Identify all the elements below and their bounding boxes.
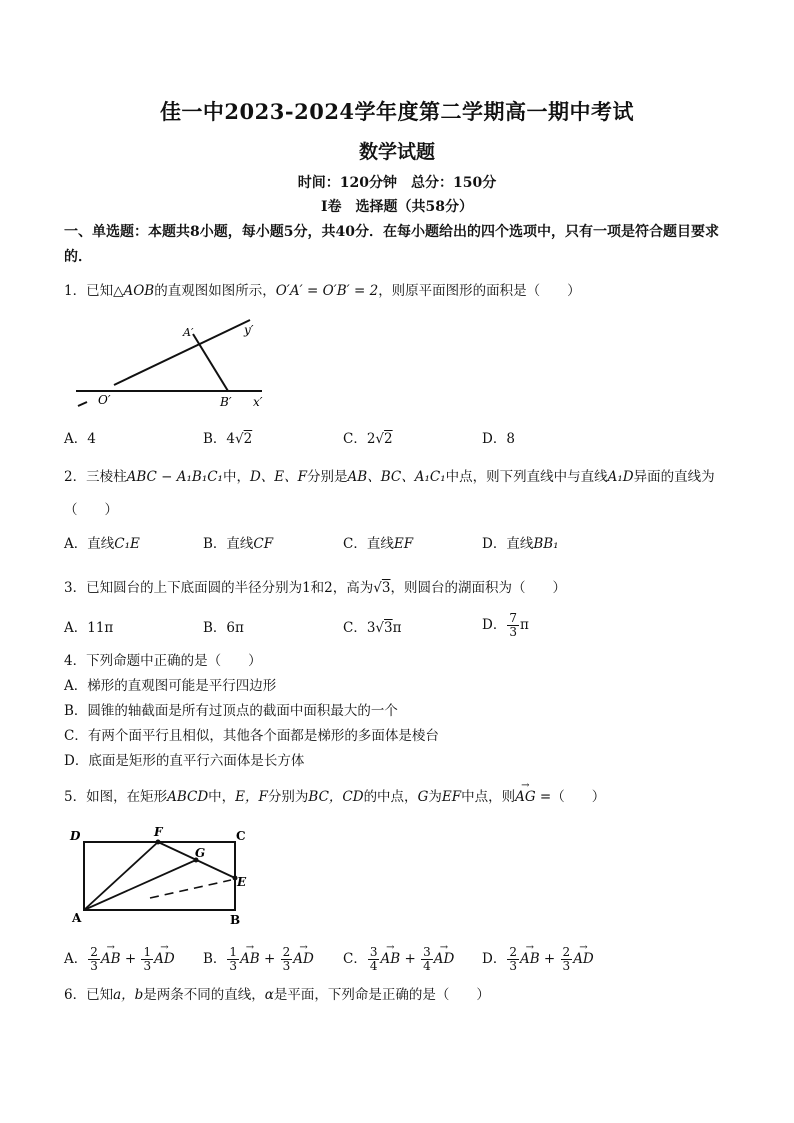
exam-title: 佳一中2023-2024学年度第二学期高一期中考试 <box>159 99 635 124</box>
sqrt-icon: √ <box>373 580 382 596</box>
label-o: O′ <box>98 393 111 407</box>
question-4-option-c[interactable]: C．有两个面平行且相似，其他各个面都是梯形的多面体是棱台 <box>64 728 439 744</box>
option-b[interactable]: B．6π <box>203 620 244 636</box>
vector-ag: → AG <box>515 786 536 808</box>
segment-a-e-dashed <box>150 880 231 898</box>
option-c[interactable]: C． $\frac{3}{4}$ → AB + $\frac{3}{4}$ → AD <box>343 946 454 973</box>
option-d[interactable]: D． $\frac{7}{3}$ π <box>482 611 529 639</box>
label-b: B <box>230 913 241 927</box>
question-5-figure <box>64 824 264 930</box>
question-2-stem: 2．三棱柱ABC − A₁B₁C₁中，D、E、F分别是AB、BC、A₁C₁中点，则下列直线中与直线A₁D异面的直线为 <box>64 469 715 485</box>
fraction: $\frac{7}{3}$ <box>509 611 517 639</box>
exam-info: 时间：120分钟 总分：150分 <box>297 175 497 191</box>
label-x: x′ <box>253 395 263 409</box>
question-3-stem: 3．已知圆台的上下底面圆的半径分别为1和2，高为√3，则圆台的湖面积为（ ） <box>64 580 566 596</box>
x-axis-tail <box>78 402 87 406</box>
question-2-paren: （ ） <box>64 502 118 518</box>
option-a[interactable]: A．4 <box>64 431 96 447</box>
label-b: B′ <box>220 395 232 409</box>
y-axis <box>114 320 250 385</box>
question-4-stem: 4．下列命题中正确的是（ ） <box>64 653 262 669</box>
option-d[interactable]: D．8 <box>482 431 515 447</box>
exam-subject: 数学试题 <box>358 141 435 163</box>
question-6-stem: 6．已知a，b是两条不同的直线，α是平面，下列命是正确的是（ ） <box>64 987 490 1003</box>
option-d[interactable]: D．直线BB₁ <box>482 536 559 552</box>
segment-a-f <box>84 842 158 910</box>
sqrt-icon: √ <box>375 620 385 636</box>
label-y: y′ <box>244 323 254 337</box>
question-4-option-d[interactable]: D．底面是矩形的直平行六面体是长方体 <box>64 753 305 769</box>
question-5-stem: 5．如图，在矩形ABCD中，E，F分别为BC，CD的中点，G为EF中点，则→ AG =（ ） <box>64 786 744 808</box>
segment-a-g <box>84 860 196 910</box>
option-c[interactable]: C．2√2 <box>343 431 393 447</box>
label-g: G <box>195 846 206 860</box>
segment-a-b <box>193 334 228 391</box>
question-1-figure <box>70 316 280 412</box>
section-one-heading: 一、单选题：本题共8小题，每小题5分，共40分．在每小题给出的四个选项中，只有一项是符合题目要求的． <box>64 224 719 265</box>
option-b[interactable]: B． $\frac{1}{3}$ → AB + $\frac{2}{3}$ → AD <box>203 946 314 973</box>
label-d: D <box>70 829 81 843</box>
point-f <box>156 840 161 845</box>
question-4-option-a[interactable]: A．梯形的直观图可能是平行四边形 <box>64 678 277 694</box>
option-d[interactable]: D． $\frac{2}{3}$ → AB + $\frac{2}{3}$ → AD <box>482 946 594 973</box>
option-b[interactable]: B．4√2 <box>203 431 253 447</box>
option-a[interactable]: A．直线C₁E <box>64 536 140 552</box>
label-a: A <box>72 911 82 925</box>
question-1-stem: 1．已知△AOB的直观图如图所示，O′A′ = O′B′ = 2，则原平面图形的面积是（ ） <box>64 283 581 299</box>
label-c: C <box>236 829 246 843</box>
label-a: A′ <box>183 326 194 339</box>
option-c[interactable]: C．直线EF <box>343 536 414 552</box>
option-b[interactable]: B．直线CF <box>203 536 274 552</box>
exam-part: I卷 选择题（共58分） <box>320 199 474 215</box>
label-f: F <box>154 825 163 839</box>
sqrt-icon: √ <box>375 431 385 447</box>
option-a[interactable]: A．11π <box>64 620 114 636</box>
option-a[interactable]: A． $\frac{2}{3}$ → AB + $\frac{1}{3}$ → AD <box>64 946 175 973</box>
question-4-option-b[interactable]: B．圆锥的轴截面是所有过顶点的截面中面积最大的一个 <box>64 703 398 719</box>
option-c[interactable]: C．3√3π <box>343 620 402 636</box>
sqrt-icon: √ <box>235 431 244 447</box>
label-e: E <box>237 875 247 889</box>
